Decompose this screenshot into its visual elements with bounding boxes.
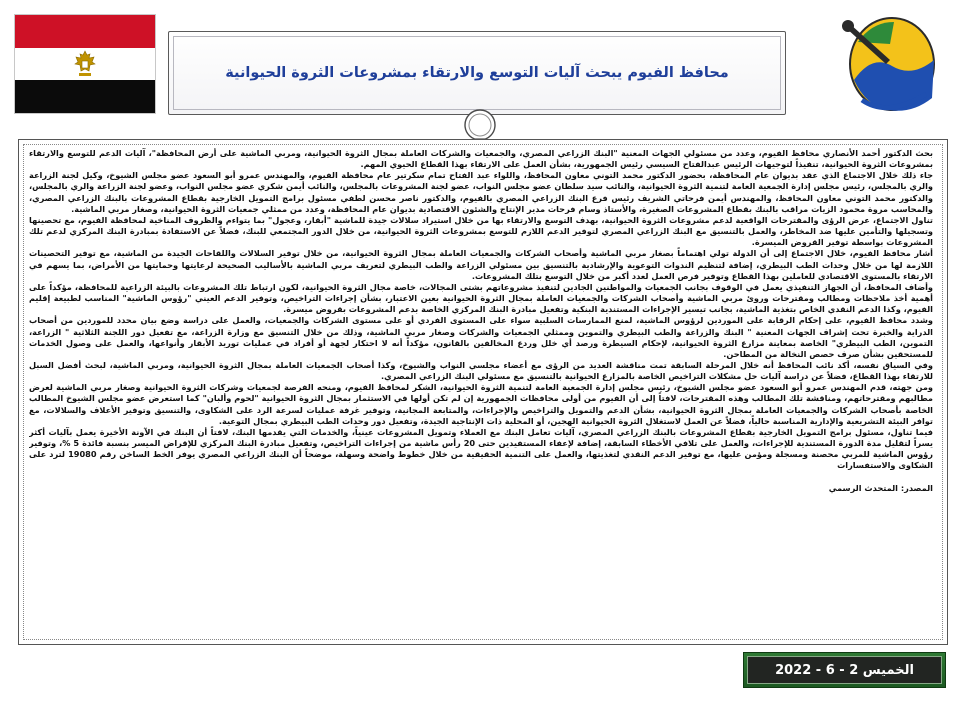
title-inner-frame (173, 36, 781, 110)
egypt-flag-icon (14, 14, 156, 114)
article-paragraph: ومن جهته، قدم المهندس عمرو أبو السعود عضو مجلس الشيوخ، رئيس مجلس إدارة الجمعية العامة لتنمية الثروة الحيوانية، الشكر لمحافظ الفيوم، ومنحه الفرصة لجمعيات وشركات الثروة الحيوانية وصغار مربي الماشية لعرض مطالبهم ومقترحاتهم، ومناقشة تلك المطالب وهذه المقترحات، لافتاً إلى أن الفيوم من أولى محافظات الجمهورية إن لم تكن أولها في الاستثمار بمجال الثروة الحيوانية "لحوم وألبان" كما استعرض عضو مجلس الشيوخ المطالب الخاصة بأصحاب الشركات والجمعيات العاملة بمجال الثروة الحيوانية، بشأن الدعم والتمويل والتراخيص والإجراءات، والمتابعة المجانية، وتوفير غرفة عمليات لسرعة الرد على الشكاوى، والتنسيق وتوفير الأعلاف والسلالات، مع توافر البيئة التشريعية والإدارية المناسبة حالياً، فضلاً عن العمل لاستغلال الثروة الحيوانية الهجين، أو المحلية ذات الإنتاجية الجيدة، وتفعيل دور وحدات الطب البيطري بمجال التوعية. (29, 382, 933, 426)
article-paragraph: وفي السياق نفسه، أكد نائب المحافظ أنه خلال المرحلة السابقة تمت مناقشة العديد من الرؤى مع أعضاء مجلسي النواب والشيوخ، وكذا أصحاب الجمعيات العاملة بمجال الثروة الحيوانية، ومربي الماشية، لبحث أفضل السبل للارتقاء بهذا القطاع، فضلاً عن دراسة آليات حل مشكلات التراخيص الخاصة بالمزارع الحيوانية بالتنسيق مع مسئولي البنك الزراعي المصري. (29, 359, 933, 382)
article-paragraph: وأضاف المحافظ، أن الجهاز التنفيذي يعمل في الوقوف بجانب الجمعيات والمواطنين الجادين لتنفيذ مشروعاتهم بشتى المجالات، خاصة مجال الثروة الحيوانية، لكون ارتباط تلك المشروعات بالبيئة الزراعية للمحافظة، مؤكداً على أهمية أخذ ملاحظات ومطالب ومقترحات وروئ مربي الماشية وأصحاب الشركات والجمعيات العاملة بمجال الثروة الحيوانية بعين الاعتبار، بشأن إجراءات التراخيص، وتوفير الدعم العيني "رؤوس الماشية" المناسب لطبيعة إقليم الفيوم، وكذا الدعم النقدي الخاص بتغذية الماشية، بجانب تيسير الإجراءات المستندية البنكية وتفعيل مبادرة البنك المركزي الخاصة بدعم المشروعات بقروض ميسرة. (29, 281, 933, 315)
page-title: محافظ الفيوم يبحث آليات التوسع والارتقاء بمشروعات الثروة الحيوانية (225, 65, 729, 81)
flag-white-band (15, 48, 155, 81)
article-paragraph: أشار محافظ الفيوم، خلال الاجتماع إلى أن الدولة تولي اهتماماً بصغار مربي الماشية وأصحاب الشركات والجمعيات العاملة بمجال الثروة الحيوانية، من خلال توفير السلالات واللقاحات الجيدة من الماشية، مع توفير التحصينات اللازمة لها من خلال وحدات الطب البيطري، إضافة لتنظيم الندوات التوعوية والإرشادية بالتنسيق بين مسئولي الزراعة والطب البيطري لتعريف مربي الماشية بالأساليب الصحيحة لرعايتها وحمايتها من الأمراض، بما يسهم في الارتقاء بالمستوى الاقتصادي للعاملين بهذا القطاع وتوفير فرص العمل لعدد أكبر من خلال التوسع بتلك المشروعات. (29, 248, 933, 281)
fayoum-governorate-logo-icon (832, 14, 946, 118)
publish-date: الخميس 2 - 6 - 2022 (775, 662, 914, 678)
article-paragraph: بحث الدكتور أحمد الأنصاري محافظ الفيوم، وعدد من مسئولي الجهات المعنية "البنك الزراعي المصري، والجمعيات والشركات العاملة بمجال الثروة الحيوانية، ومربي الماشية على أرض المحافظة"، آليات الدعم للتوسع والارتقاء بمشروعات الثروة الحيوانية، تنفيذاً لتوجيهات الرئيس عبدالفتاح السيسي رئيس الجمهورية، بشأن العمل على الارتقاء بهذا القطاع الحيوي المهم. (29, 148, 933, 170)
flag-black-band (15, 80, 155, 113)
title-frame (168, 31, 786, 115)
article-body (29, 148, 933, 638)
article-frame (18, 139, 948, 645)
date-bar-inner (747, 656, 942, 684)
eagle-of-saladin-icon (72, 49, 98, 79)
article-paragraph: وشدد محافظ الفيوم، على إحكام الرقابة على الموردين لرؤوس الماشية، لمنع الممارسات السلبية سواء على المستوى الفردي أو على مستوى الشركات والجمعيات، والعمل على دراسة وضع بيان محدد للموردين من أصحاب الدراية والخبرة تحت إشراف الجهات المعنية " البنك والزراعة والطب البيطري والتموين وممثلي الجمعيات والشركات وصغار مربي الماشية، وذلك من خلال التنسيق مع وزارة الزراعة، مع تفعيل دور اللجنة الثلاثية " الزراعة، التموين، الطب البيطري" الخاصة بمعاينة مزارع الثروة الحيوانية، لإحكام السيطرة ورصد أي خلل وردع المخالفين بالقانون، مؤكداً أنه لا احتكار لجهة أو أفراد في عمليات توريد الأبقار وأنواعها، والعمل على وصول الخدمات للمستحقين بشأن صرف حصص النخالة من المطاحن. (29, 315, 933, 359)
article-paragraph: تناول الاجتماع، عرض الرؤى والمقترحات الواقعية لدعم مشروعات الثروة الحيوانية، بهدف التوسع والارتقاء بها من خلال استيراد سلالات جيدة للماشية "أبقار، وعجول" بما يتواءم والظروف المناخية لمحافظة الفيوم، مع تحصينها وتسجيلها والتأمين عليها ضد المخاطر، والعمل بالتنسيق مع البنك الزراعي المصري لتوفير الدعم اللازم للتوسع بمشروعات الثروة الحيوانية، من خلال الدور المجتمعي للبنك، فضلاً عن الاستفادة بمبادرة البنك المركزي لدعم تلك المشروعات بواسطة توفير القروض الميسرة. (29, 214, 933, 248)
article-paragraph: جاء ذلك خلال الاجتماع الذي عقد بديوان عام المحافظة، بحضور الدكتور محمد التوني معاون المحافظ، واللواء عبد الفتاح تمام سكرتير عام محافظة الفيوم، والمهندس عمرو أبو السعود عضو مجلس الشيوخ، وكيل لجنة الزراعة والري بالمجلس، رئيس مجلس إدارة الجمعية العامة لتنمية الثروة الحيوانية، والنائب سيد سلطان عضو مجلس النواب، عضو لجنة المشروعات بالمجلس، والنائب أيمن شكري عضو مجلس النواب، وعضو لجنة الزراعة والري بالمجلس، والدكتور محمد التوني معاون المحافظ، والمهندس أيمن فرحاتي الشريف رئيس فرع البنك الزراعي المصري بالفيوم، والدكتور ناصر محسن لطفي مسئول برامج التمويل الخارجية بقطاع المشروعات بالبنك الزراعي المصري، والمحاسب مروة محمود الزيات مراقب بالبنك بقطاع المشروعات الصغيرة، والأستاذ وسام فرحات مدير الإنتاج والشئون الاقتصادية بديوان عام المحافظة، وعدد من ممثلي جمعيات الثروة الحيوانية، وصغار مربي الماشية. (29, 170, 933, 214)
flag-red-band (15, 15, 155, 48)
article-source: المصدر: المتحدث الرسمي (828, 482, 933, 493)
date-bar (743, 652, 946, 688)
article-paragraph: فيما تناول، مسئول برامج التمويل الخارجية بقطاع المشروعات بالبنك الزراعي المصري، آليات تعامل البنك مع العملاء وتمويل المشروعات عينياً، والخدمات التي يقدمها البنك، لافتاً أن البنك في الآونة الأخيرة يعمل بآليات أكثر يسراً لتقليل مدة الدورة المستندية للإجراءات، والعمل على تلافي الأخطاء السابقة، إضافة لإعفاء المستفيدين حتى 20 رأس ماشية من إجراءات التراخيص، وتفعيل مبادرة البنك المركزي للإقراض الميسر بنسبة فائدة 5 %، وتوفير رؤوس الماشية للمربي محصنة ومسجلة ومؤمن عليها، مع توفير الدعم النقدي لتغذيتها، والعمل على التنمية الحقيقية من خلال خطوط واضحة وسهلة، موضحاً أن البنك الزراعي المصري يوفر الخط الساخن رقم 19080 لترد على الشكاوى والاستفسارات (29, 426, 933, 471)
